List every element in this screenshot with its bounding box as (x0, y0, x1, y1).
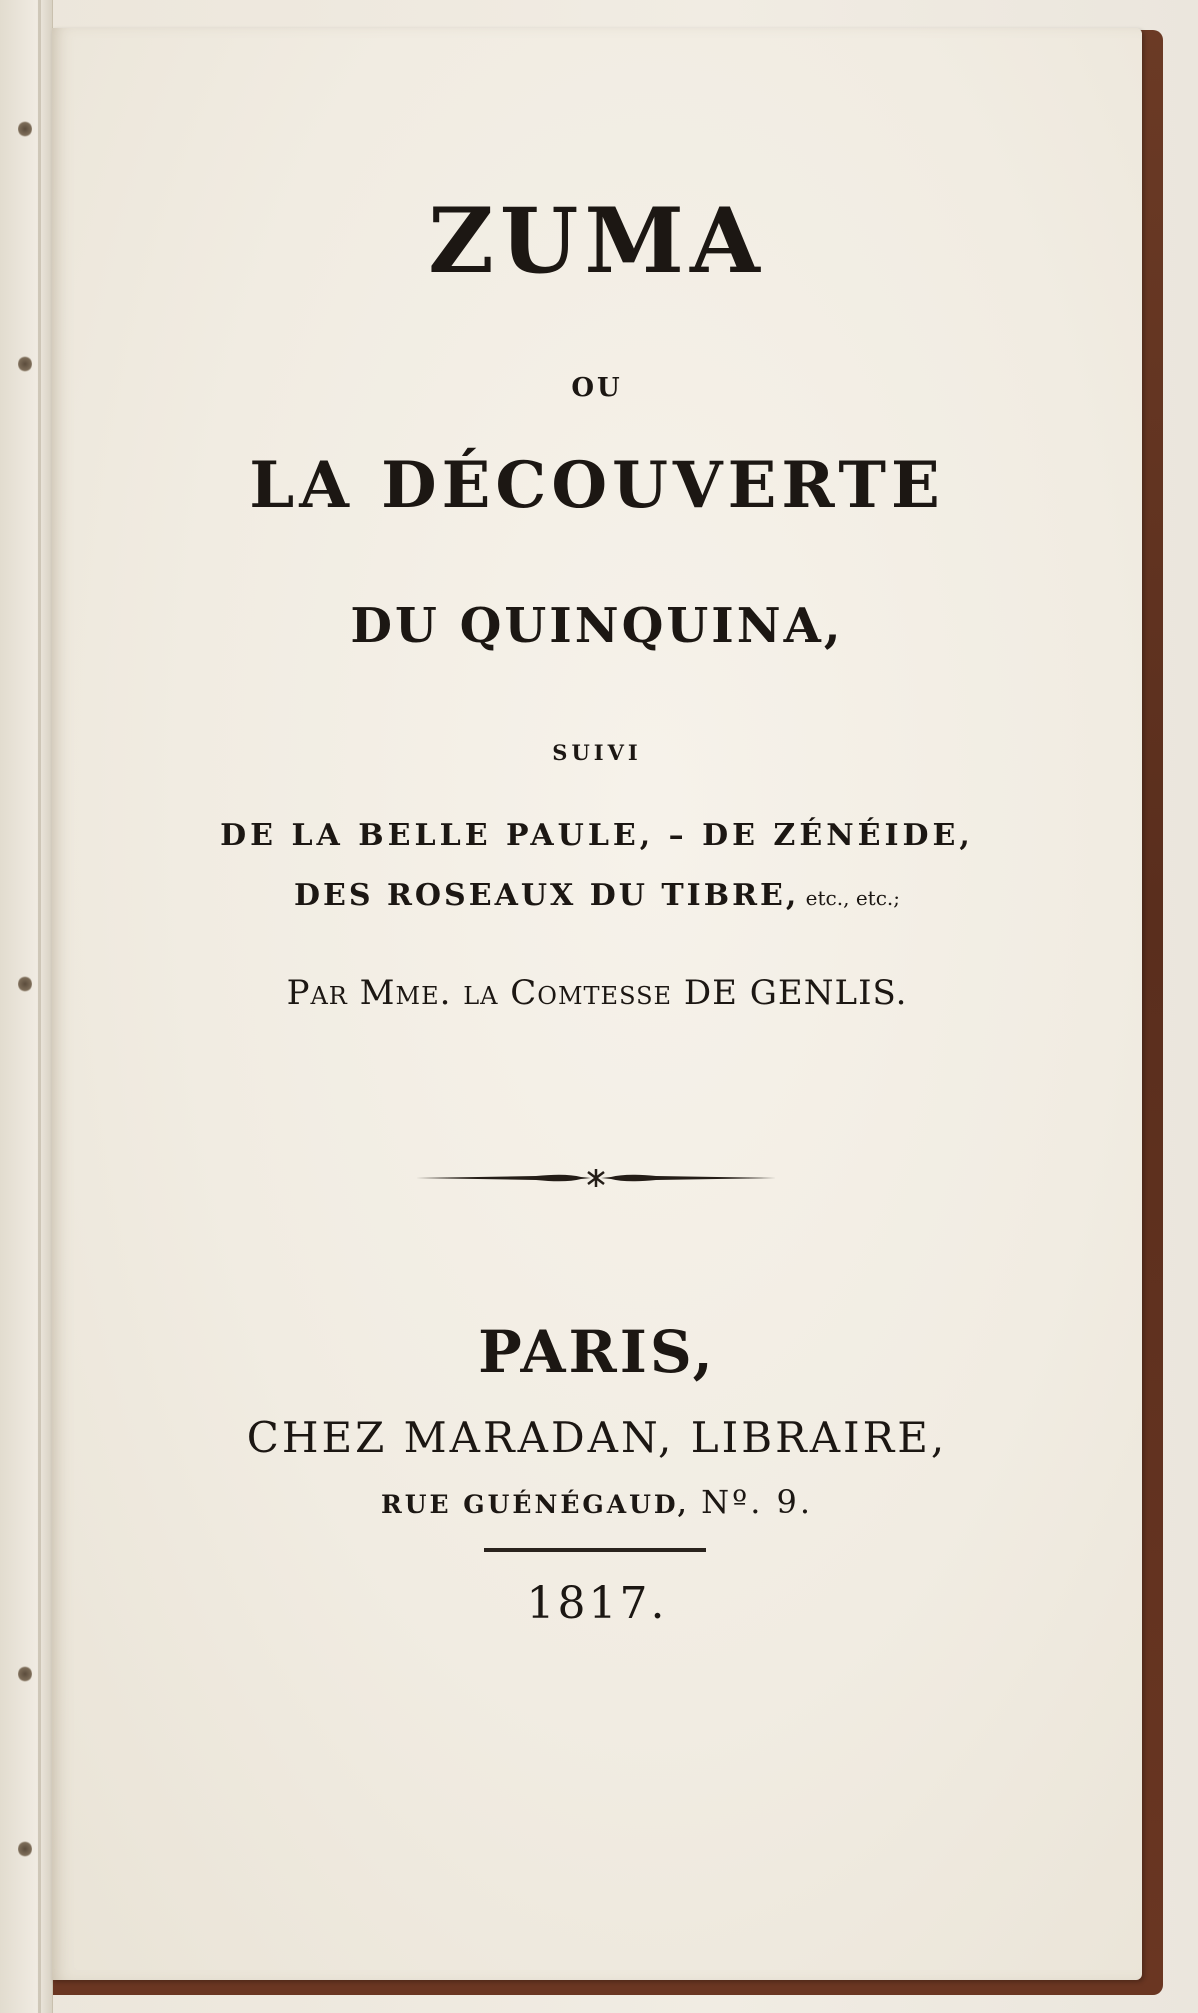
subtitle-line-1: LA DÉCOUVERTE (249, 448, 945, 523)
stitch-mark (18, 355, 32, 373)
binding-thread (38, 0, 41, 2013)
title-conjunction: OU (571, 373, 623, 403)
book-title: ZUMA (428, 188, 766, 294)
contents-line-2-main: DES ROSEAUX DU TIBRE, (293, 878, 800, 913)
ornamental-divider (416, 1163, 776, 1193)
author-prefix: Par Mme. la Comtesse (286, 973, 673, 1013)
left-page-edge (0, 0, 53, 2013)
stitch-mark (18, 1840, 32, 1858)
suivi-label: SUIVI (552, 740, 642, 765)
contents-line-2 (52, 878, 1142, 913)
address-number: Nº. 9. (701, 1483, 814, 1521)
imprint-publisher: CHEZ MARADAN, LIBRAIRE, (246, 1413, 948, 1462)
stitch-mark (18, 1665, 32, 1683)
subtitle-line-2: DU QUINQUINA, (350, 598, 844, 654)
imprint-year: 1817. (526, 1578, 668, 1629)
author-line (52, 973, 1142, 1013)
author-name: DE GENLIS. (672, 973, 908, 1013)
title-page (52, 28, 1142, 1980)
imprint-address (52, 1483, 1142, 1521)
contents-line-1: DE LA BELLE PAULE, – DE ZÉNÉIDE, (220, 818, 974, 853)
contents-line-2-etc: etc., etc.; (799, 886, 900, 910)
address-street: RUE GUÉNÉGAUD, (380, 1490, 702, 1519)
imprint-rule (484, 1548, 706, 1552)
stitch-mark (18, 975, 32, 993)
imprint-place: PARIS, (478, 1318, 716, 1386)
stitch-mark (18, 120, 32, 138)
